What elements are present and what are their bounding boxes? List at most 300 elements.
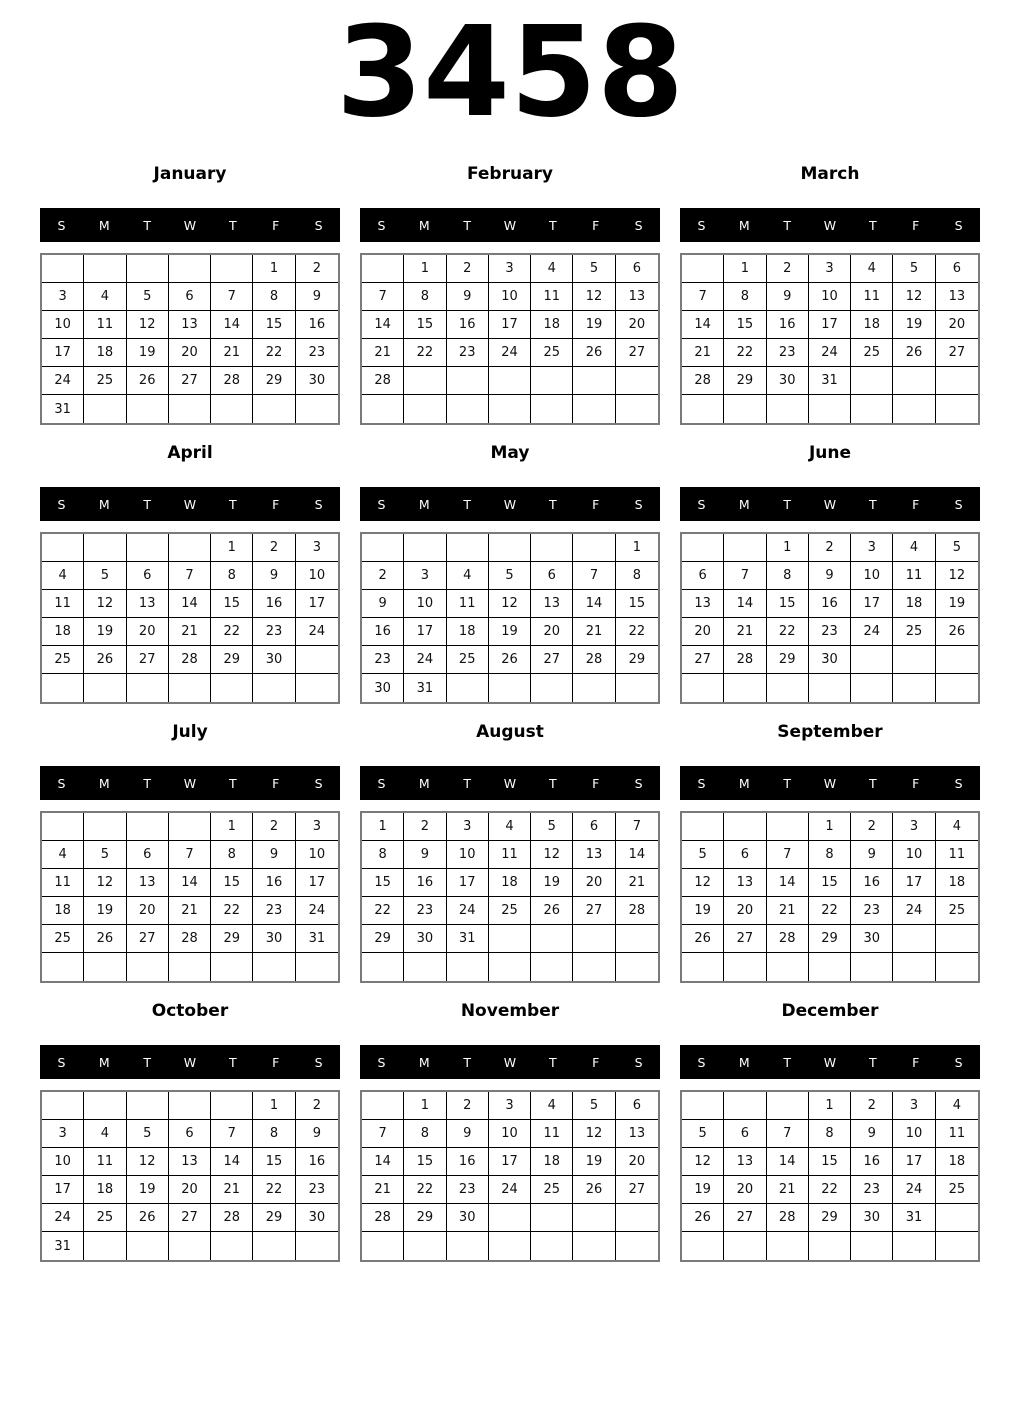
- date-cell: 18: [447, 618, 489, 646]
- date-cell: 29: [767, 646, 809, 674]
- date-cell-empty: [531, 1204, 573, 1232]
- date-cell-empty: [447, 674, 489, 702]
- date-cell: 9: [767, 283, 809, 311]
- date-cell: 17: [42, 1176, 84, 1204]
- date-cell-empty: [169, 395, 211, 423]
- date-cell: 19: [84, 618, 126, 646]
- weekday-label: T: [143, 775, 151, 791]
- weekday-label: T: [463, 496, 471, 512]
- weekday-label: W: [183, 217, 197, 233]
- date-cell: 8: [809, 841, 851, 869]
- date-cell-empty: [809, 395, 851, 423]
- date-cell: 25: [893, 618, 935, 646]
- date-cell: 20: [936, 311, 978, 339]
- date-cell: 18: [42, 618, 84, 646]
- date-cell: 14: [682, 311, 724, 339]
- weekday-header: [40, 1045, 340, 1079]
- date-cell: 8: [211, 841, 253, 869]
- date-cell: 26: [936, 618, 978, 646]
- weekday-label: F: [912, 1054, 920, 1070]
- date-cell: 23: [809, 618, 851, 646]
- weekday-label: F: [912, 217, 920, 233]
- date-cell: 24: [809, 339, 851, 367]
- date-cell: 3: [296, 534, 338, 562]
- date-cell-empty: [127, 953, 169, 981]
- date-cell: 3: [447, 813, 489, 841]
- date-cell: 5: [84, 562, 126, 590]
- date-cell: 11: [531, 283, 573, 311]
- date-cell-empty: [489, 1204, 531, 1232]
- date-cell: 15: [404, 311, 446, 339]
- date-cell: 6: [724, 1120, 766, 1148]
- weekday-label: T: [869, 775, 877, 791]
- date-cell: 20: [169, 339, 211, 367]
- date-cell: 10: [42, 311, 84, 339]
- date-cell: 18: [893, 590, 935, 618]
- date-cell-empty: [362, 1092, 404, 1120]
- date-cell: 17: [296, 590, 338, 618]
- weekday-header: [360, 1045, 660, 1079]
- date-cell: 4: [531, 1092, 573, 1120]
- date-cell-empty: [573, 395, 615, 423]
- date-cell: 17: [893, 1148, 935, 1176]
- date-cell: 22: [404, 1176, 446, 1204]
- date-cell-empty: [936, 674, 978, 702]
- date-cell-empty: [936, 367, 978, 395]
- date-cell: 24: [851, 618, 893, 646]
- date-cell: 25: [489, 897, 531, 925]
- date-cell: 10: [42, 1148, 84, 1176]
- date-cell: 19: [127, 339, 169, 367]
- date-cell: 5: [489, 562, 531, 590]
- date-cell-empty: [127, 674, 169, 702]
- date-cell: 30: [767, 367, 809, 395]
- date-cell: 7: [169, 841, 211, 869]
- weekday-label: M: [418, 496, 430, 512]
- date-cell: 19: [84, 897, 126, 925]
- date-cell-empty: [489, 674, 531, 702]
- date-cell-empty: [616, 953, 658, 981]
- weekday-label: T: [463, 217, 471, 233]
- date-cell-empty: [616, 395, 658, 423]
- date-cell-empty: [211, 1092, 253, 1120]
- weekday-label: F: [272, 1054, 280, 1070]
- date-grid: [360, 532, 660, 704]
- date-cell: 21: [767, 1176, 809, 1204]
- weekday-label: S: [697, 496, 706, 512]
- date-cell-empty: [893, 646, 935, 674]
- weekday-label: S: [377, 217, 386, 233]
- weekday-label: T: [549, 1054, 557, 1070]
- date-cell-empty: [851, 367, 893, 395]
- date-cell: 20: [127, 897, 169, 925]
- date-cell: 22: [616, 618, 658, 646]
- date-cell-empty: [682, 1092, 724, 1120]
- date-cell: 11: [893, 562, 935, 590]
- weekday-label: M: [418, 1054, 430, 1070]
- date-cell-empty: [447, 534, 489, 562]
- date-cell-empty: [489, 367, 531, 395]
- date-cell: 5: [573, 1092, 615, 1120]
- date-cell: 13: [616, 283, 658, 311]
- weekday-label: F: [912, 496, 920, 512]
- date-cell-empty: [767, 674, 809, 702]
- weekday-label: T: [143, 1054, 151, 1070]
- date-cell-empty: [362, 953, 404, 981]
- date-cell-empty: [169, 255, 211, 283]
- date-cell: 1: [616, 534, 658, 562]
- date-cell: 4: [936, 1092, 978, 1120]
- date-cell: 29: [253, 367, 295, 395]
- date-cell: 26: [573, 1176, 615, 1204]
- date-cell: 12: [893, 283, 935, 311]
- date-cell: 3: [893, 1092, 935, 1120]
- weekday-label: W: [823, 1054, 837, 1070]
- date-cell: 22: [809, 897, 851, 925]
- date-grid: [40, 532, 340, 704]
- date-cell-empty: [936, 395, 978, 423]
- weekday-label: S: [314, 1054, 323, 1070]
- date-cell: 14: [211, 1148, 253, 1176]
- date-cell-empty: [169, 813, 211, 841]
- date-cell: 13: [724, 869, 766, 897]
- date-cell: 26: [84, 925, 126, 953]
- date-cell: 12: [682, 1148, 724, 1176]
- date-cell: 16: [767, 311, 809, 339]
- date-cell: 15: [404, 1148, 446, 1176]
- date-cell: 30: [296, 1204, 338, 1232]
- date-cell-empty: [809, 953, 851, 981]
- date-cell: 19: [573, 311, 615, 339]
- date-cell: 30: [404, 925, 446, 953]
- weekday-label: W: [823, 496, 837, 512]
- date-cell: 8: [253, 1120, 295, 1148]
- date-cell: 2: [296, 255, 338, 283]
- date-cell: 14: [767, 869, 809, 897]
- date-cell: 25: [84, 1204, 126, 1232]
- weekday-label: F: [592, 217, 600, 233]
- date-cell: 23: [447, 1176, 489, 1204]
- date-cell: 16: [851, 869, 893, 897]
- weekday-label: W: [183, 775, 197, 791]
- date-cell: 7: [169, 562, 211, 590]
- date-cell-empty: [531, 395, 573, 423]
- date-cell: 10: [809, 283, 851, 311]
- date-cell: 13: [169, 311, 211, 339]
- date-cell: 24: [447, 897, 489, 925]
- date-cell: 2: [362, 562, 404, 590]
- date-cell-empty: [42, 1092, 84, 1120]
- date-cell-empty: [936, 925, 978, 953]
- weekday-label: W: [183, 1054, 197, 1070]
- month-name: March: [800, 164, 860, 184]
- month-section-june: [680, 443, 980, 704]
- date-cell-empty: [42, 813, 84, 841]
- date-cell: 4: [531, 255, 573, 283]
- date-cell: 13: [531, 590, 573, 618]
- date-cell: 6: [169, 1120, 211, 1148]
- date-grid: [680, 811, 980, 983]
- weekday-label: W: [823, 217, 837, 233]
- date-cell-empty: [893, 925, 935, 953]
- date-cell: 17: [809, 311, 851, 339]
- date-cell: 16: [447, 311, 489, 339]
- date-cell-empty: [851, 395, 893, 423]
- date-cell: 7: [682, 283, 724, 311]
- date-cell: 17: [404, 618, 446, 646]
- weekday-label: T: [783, 1054, 791, 1070]
- date-cell: 1: [724, 255, 766, 283]
- date-cell: 6: [127, 841, 169, 869]
- month-name: December: [781, 1001, 879, 1021]
- date-cell: 18: [936, 1148, 978, 1176]
- date-cell: 13: [573, 841, 615, 869]
- date-cell: 28: [211, 1204, 253, 1232]
- date-cell-empty: [531, 367, 573, 395]
- date-cell-empty: [253, 1232, 295, 1260]
- date-cell: 9: [851, 1120, 893, 1148]
- date-cell: 1: [404, 1092, 446, 1120]
- date-cell: 24: [42, 1204, 84, 1232]
- date-cell: 10: [489, 283, 531, 311]
- date-cell: 29: [211, 646, 253, 674]
- date-cell-empty: [893, 395, 935, 423]
- date-cell: 29: [362, 925, 404, 953]
- date-cell-empty: [127, 534, 169, 562]
- date-cell: 2: [767, 255, 809, 283]
- date-grid: [360, 253, 660, 425]
- date-cell: 22: [362, 897, 404, 925]
- month-section-july: [40, 722, 340, 983]
- date-cell: 8: [724, 283, 766, 311]
- date-cell: 16: [851, 1148, 893, 1176]
- date-cell: 21: [211, 339, 253, 367]
- date-cell-empty: [489, 925, 531, 953]
- weekday-header: [360, 766, 660, 800]
- date-cell: 11: [936, 1120, 978, 1148]
- weekday-label: M: [738, 496, 750, 512]
- date-cell: 29: [211, 925, 253, 953]
- weekday-label: S: [954, 775, 963, 791]
- date-cell-empty: [42, 674, 84, 702]
- date-cell-empty: [169, 534, 211, 562]
- date-cell-empty: [362, 395, 404, 423]
- date-cell-empty: [531, 925, 573, 953]
- date-cell: 14: [362, 1148, 404, 1176]
- date-cell: 28: [362, 1204, 404, 1232]
- date-cell-empty: [573, 1232, 615, 1260]
- date-cell: 1: [211, 813, 253, 841]
- weekday-label: T: [869, 496, 877, 512]
- date-cell: 23: [404, 897, 446, 925]
- date-cell: 27: [127, 646, 169, 674]
- date-cell-empty: [211, 674, 253, 702]
- date-cell-empty: [682, 953, 724, 981]
- date-cell-empty: [296, 953, 338, 981]
- date-cell: 31: [42, 1232, 84, 1260]
- date-cell: 27: [531, 646, 573, 674]
- date-cell: 5: [84, 841, 126, 869]
- date-cell: 26: [893, 339, 935, 367]
- date-cell-empty: [724, 534, 766, 562]
- date-cell-empty: [893, 674, 935, 702]
- date-cell-empty: [936, 1232, 978, 1260]
- date-cell-empty: [127, 255, 169, 283]
- date-cell-empty: [682, 534, 724, 562]
- weekday-header: [40, 208, 340, 242]
- weekday-label: T: [783, 496, 791, 512]
- date-cell: 16: [404, 869, 446, 897]
- date-cell: 18: [531, 311, 573, 339]
- date-cell: 25: [447, 646, 489, 674]
- date-cell: 28: [767, 925, 809, 953]
- date-cell: 12: [531, 841, 573, 869]
- date-cell: 18: [42, 897, 84, 925]
- date-cell-empty: [809, 1232, 851, 1260]
- date-cell: 2: [404, 813, 446, 841]
- date-cell: 23: [447, 339, 489, 367]
- date-grid: [680, 1090, 980, 1262]
- date-cell-empty: [724, 1232, 766, 1260]
- date-cell-empty: [531, 1232, 573, 1260]
- weekday-header: [680, 487, 980, 521]
- year-title: 3458: [336, 0, 684, 145]
- date-cell: 26: [84, 646, 126, 674]
- date-cell: 19: [682, 1176, 724, 1204]
- date-cell: 9: [362, 590, 404, 618]
- date-cell: 6: [616, 255, 658, 283]
- date-cell: 8: [211, 562, 253, 590]
- weekday-label: M: [98, 496, 110, 512]
- date-cell: 1: [809, 1092, 851, 1120]
- date-cell: 13: [127, 590, 169, 618]
- date-cell: 6: [616, 1092, 658, 1120]
- date-cell-empty: [447, 367, 489, 395]
- date-cell: 9: [296, 1120, 338, 1148]
- weekday-label: M: [418, 775, 430, 791]
- weekday-label: T: [463, 1054, 471, 1070]
- date-cell: 29: [809, 1204, 851, 1232]
- date-cell: 5: [682, 841, 724, 869]
- date-cell: 25: [936, 1176, 978, 1204]
- date-cell-empty: [84, 1092, 126, 1120]
- month-section-october: [40, 1001, 340, 1262]
- date-cell-empty: [489, 534, 531, 562]
- date-cell: 24: [489, 1176, 531, 1204]
- weekday-label: M: [98, 1054, 110, 1070]
- weekday-label: T: [869, 217, 877, 233]
- date-cell: 21: [767, 897, 809, 925]
- date-cell: 13: [127, 869, 169, 897]
- date-cell: 15: [211, 590, 253, 618]
- date-cell-empty: [84, 674, 126, 702]
- date-cell-empty: [724, 953, 766, 981]
- date-cell: 31: [42, 395, 84, 423]
- date-cell: 11: [84, 311, 126, 339]
- date-cell: 23: [851, 1176, 893, 1204]
- date-cell-empty: [573, 367, 615, 395]
- date-grid: [40, 1090, 340, 1262]
- date-cell-empty: [489, 953, 531, 981]
- date-cell-empty: [169, 674, 211, 702]
- date-cell: 24: [489, 339, 531, 367]
- date-cell: 20: [616, 311, 658, 339]
- date-cell: 27: [616, 339, 658, 367]
- date-cell-empty: [211, 1232, 253, 1260]
- month-section-march: [680, 164, 980, 425]
- date-cell-empty: [531, 953, 573, 981]
- date-cell-empty: [682, 813, 724, 841]
- date-cell-empty: [893, 367, 935, 395]
- date-cell-empty: [616, 674, 658, 702]
- date-cell-empty: [404, 1232, 446, 1260]
- date-cell-empty: [404, 395, 446, 423]
- date-cell: 21: [362, 1176, 404, 1204]
- date-cell: 16: [362, 618, 404, 646]
- date-cell: 22: [809, 1176, 851, 1204]
- weekday-label: S: [57, 775, 66, 791]
- weekday-label: T: [143, 496, 151, 512]
- date-cell: 10: [447, 841, 489, 869]
- weekday-label: S: [954, 1054, 963, 1070]
- month-name: May: [490, 443, 530, 463]
- date-cell: 22: [211, 897, 253, 925]
- date-cell: 20: [616, 1148, 658, 1176]
- date-cell: 23: [362, 646, 404, 674]
- date-cell: 7: [616, 813, 658, 841]
- date-cell: 5: [573, 255, 615, 283]
- date-cell: 28: [573, 646, 615, 674]
- date-cell: 20: [724, 897, 766, 925]
- date-cell: 21: [169, 897, 211, 925]
- date-cell: 19: [489, 618, 531, 646]
- date-cell: 11: [42, 590, 84, 618]
- date-cell-empty: [809, 674, 851, 702]
- date-cell: 4: [84, 283, 126, 311]
- date-cell: 3: [809, 255, 851, 283]
- date-cell: 12: [127, 1148, 169, 1176]
- date-cell: 25: [936, 897, 978, 925]
- date-grid: [40, 253, 340, 425]
- date-cell: 12: [682, 869, 724, 897]
- date-cell: 4: [893, 534, 935, 562]
- date-cell-empty: [767, 395, 809, 423]
- date-cell: 27: [169, 367, 211, 395]
- month-name: February: [466, 164, 554, 184]
- date-cell: 20: [724, 1176, 766, 1204]
- date-cell: 31: [296, 925, 338, 953]
- date-cell: 29: [809, 925, 851, 953]
- date-cell: 6: [531, 562, 573, 590]
- date-cell: 23: [767, 339, 809, 367]
- date-cell: 10: [296, 841, 338, 869]
- date-cell: 28: [724, 646, 766, 674]
- date-grid: [360, 1090, 660, 1262]
- date-cell: 28: [211, 367, 253, 395]
- weekday-label: F: [592, 775, 600, 791]
- date-cell: 26: [682, 925, 724, 953]
- date-cell: 31: [404, 674, 446, 702]
- weekday-header: [40, 487, 340, 521]
- weekday-label: S: [697, 217, 706, 233]
- weekday-label: W: [503, 1054, 517, 1070]
- date-cell: 9: [296, 283, 338, 311]
- date-cell-empty: [447, 1232, 489, 1260]
- date-cell: 15: [253, 311, 295, 339]
- date-cell: 29: [253, 1204, 295, 1232]
- date-cell-empty: [851, 674, 893, 702]
- weekday-label: F: [912, 775, 920, 791]
